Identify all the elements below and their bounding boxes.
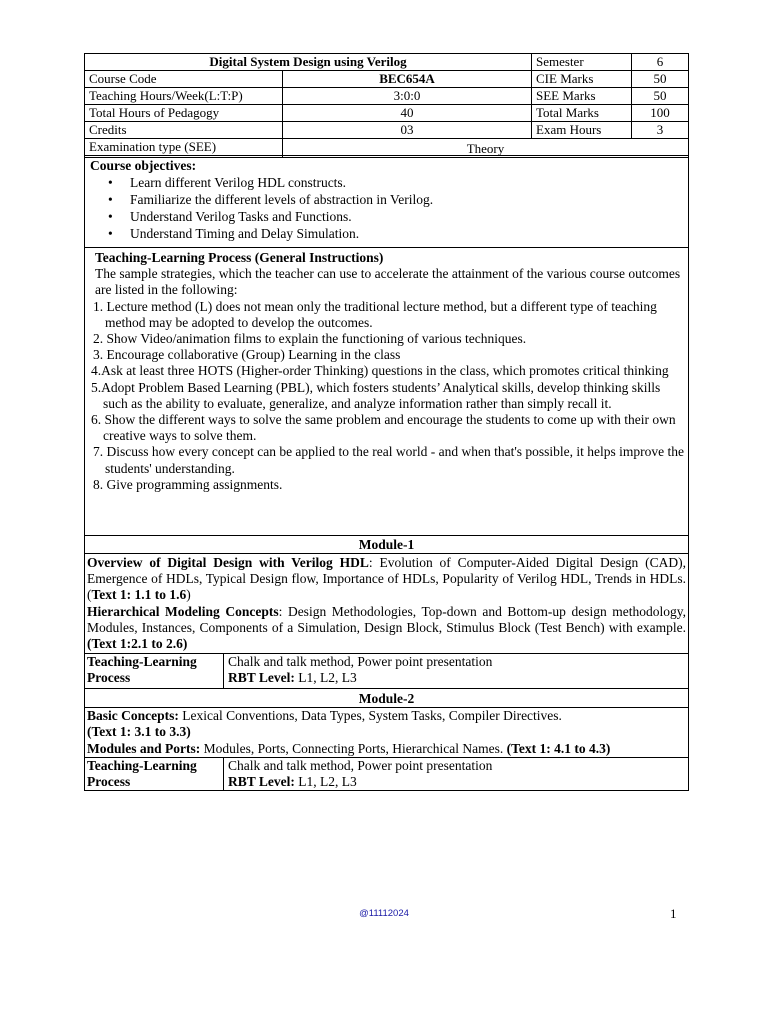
right-label-3: Total Marks [532,105,632,122]
objectives-list [90,174,683,242]
right-value-1: 50 [632,71,689,88]
right-label-4: Exam Hours [532,122,632,139]
objective-item: • Understand Timing and Delay Simulation. [130,225,683,242]
module-2-topic-2: Modules and Ports: [87,740,201,756]
tlp-step: 6. Show the different ways to solve the same problem and encourage the students to come up with their own creative ways to solve them. [91,412,676,444]
module-2-tlp-method: Chalk and talk method, Power point presentation [228,757,493,773]
row-label-3: Credits [85,122,283,139]
right-value-2: 50 [632,88,689,105]
tlp-step: 5.Adopt Problem Based Learning (PBL), which fosters students’ Analytical skills, develop thinking skills such as the ability to evaluate, generalize, and analyze information rather than simply recall it. [91,379,661,411]
objective-item: • Understand Verilog Tasks and Functions. [130,208,683,225]
row-label-0: Course Code [85,71,283,88]
tlp-step: 4.Ask at least three HOTS (Higher-order Thinking) questions in the class, which promotes critical thinking [91,363,669,379]
row-value-3: 03 [283,122,532,139]
module-1-rbt: RBT Level: L1, L2, L3 [228,670,357,686]
module-1-paragraph-1: Overview of Digital Design with Verilog HDL: Evolution of Computer-Aided Digital Design (CAD), Emergence of HDLs, Typical Design flow, Importance of HDLs, Popularity of Verilog HDL, Trends in HDLs. (Text 1: 1.1 to 1.6) [87,555,687,603]
tlp-intro: The sample strategies, which the teacher can use to accelerate the attainment of the various course outcomes are listed in the following: [95,266,681,298]
module-2-content [85,708,689,758]
module-1-tlp-method: Chalk and talk method, Power point presentation [228,654,493,670]
module-2-tlp-label: Teaching-Learning Process [85,757,224,790]
row-label-1: Teaching Hours/Week(L:T:P) [85,88,283,105]
module-1-content [85,554,689,654]
right-label-1: CIE Marks [532,71,632,88]
module-1-tlp-label: Teaching-Learning Process [85,654,224,689]
module-1-ref-2: (Text 1:2.1 to 2.6) [87,636,188,652]
course-title: Digital System Design using Verilog [85,54,532,71]
objective-item: • Learn different Verilog HDL constructs. [130,174,683,191]
module-2-heading: Module-2 [85,689,689,708]
row-value-4: Theory [283,139,689,158]
module-1-paragraph-2: Hierarchical Modeling Concepts: Design Methodologies, Top-down and Bottom-up design methodology, Modules, Instances, Components of a Simulation, Design Block, Stimulus Block (Test Bench) with example. (Text 1:2.1 to 2.6) [87,603,687,652]
objectives-section [85,156,689,248]
module-2-paragraph-2: Modules and Ports: Modules, Ports, Connecting Ports, Hierarchical Names. (Text 1: 4.1 to 4.3) [87,740,611,756]
tlp-step: 2. Show Video/animation films to explain the functioning of various techniques. [93,331,527,347]
objective-item: • Familiarize the different levels of abstraction in Verilog. [130,191,683,208]
module-2-paragraph-1: Basic Concepts: Lexical Conventions, Data Types, System Tasks, Compiler Directives. [87,708,562,724]
module-2-topic-1: Basic Concepts: [87,708,179,724]
syllabus-table [84,155,689,791]
tlp-title: Teaching-Learning Process (General Instructions) [95,250,384,265]
module-2-ref-2: (Text 1: 4.1 to 4.3) [506,740,611,756]
module-1-tlp-details [224,654,689,689]
right-value-3: 100 [632,105,689,122]
tlp-step: 3. Encourage collaborative (Group) Learning in the class [93,347,401,363]
module-1-topic-2: Hierarchical Modeling Concepts [87,603,279,619]
page-number: 1 [670,906,677,921]
objectives-title: Course objectives: [90,158,197,173]
module-2-ref-1: (Text 1: 3.1 to 3.3) [87,724,191,740]
right-value-0: 6 [632,54,689,71]
module-1-ref-1: Text 1: 1.1 to 1.6 [91,587,187,603]
tlp-step: 7. Discuss how every concept can be applied to the real world - and when that's possible, it helps improve the students' understanding. [93,444,685,476]
row-label-4: Examination type (SEE) [85,139,283,158]
row-value-2: 40 [283,105,532,122]
tlp-section [85,248,689,536]
right-value-4: 3 [632,122,689,139]
module-1-topic-1: Overview of Digital Design with Verilog HDL [87,555,369,570]
right-label-2: SEE Marks [532,88,632,105]
module-2-rbt: RBT Level: L1, L2, L3 [228,774,357,790]
module-2-tlp-details [224,757,689,790]
course-info-table [84,53,689,158]
row-label-2: Total Hours of Pedagogy [85,105,283,122]
tlp-step: 8. Give programming assignments. [93,476,283,492]
tlp-step: 1. Lecture method (L) does not mean only the traditional lecture method, but a different type of teaching method may be adopted to develop the outcomes. [93,298,657,330]
row-value-1: 3:0:0 [283,88,532,105]
module-1-heading: Module-1 [85,536,689,554]
footer-tag: @11112024 [359,908,409,919]
right-label-0: Semester [532,54,632,71]
row-value-0: BEC654A [283,71,532,88]
